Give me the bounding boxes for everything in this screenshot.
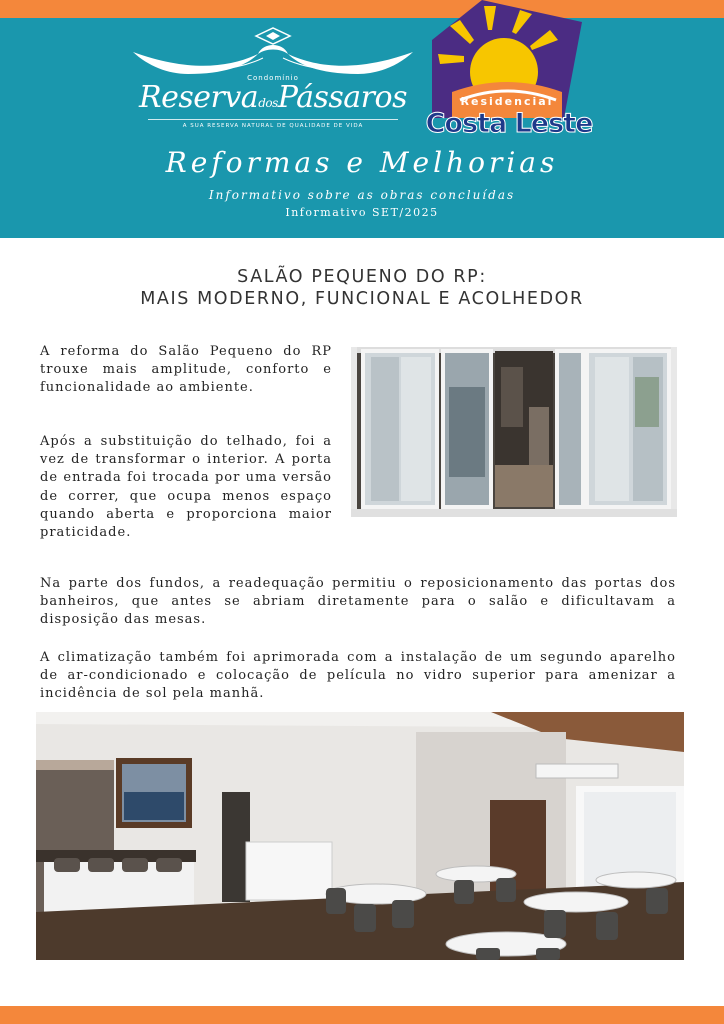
paragraph-1: A reforma do Salão Pequeno do RP trouxe mais amplitude, conforto e funcionalidade ao ambiente. [40,344,332,396]
page-title: Reformas e Melhorias [165,146,559,179]
logo-rp-small-text: Condomínio [247,74,299,82]
page-subtitle: Informativo sobre as obras concluídas [208,188,516,202]
paragraph-3: Na parte dos fundos, a readequação permitiu o reposicionamento das portas dos banheiros, que antes se abriam diretamente para o salão e dificultavam a disposição das mesas. [40,576,676,628]
edition-label: Informativo SET/2025 [285,206,439,219]
paragraph-4: A climatização também foi aprimorada com a instalação de um segundo aparelho de ar-condicionado e colocação de película no vidro superior para amenizar a incidência de sol pela manhã. [40,650,676,702]
headline-line-2: MAIS MODERNO, FUNCIONAL E ACOLHEDOR [140,289,584,309]
sliding-doors-photo [351,347,677,517]
article-headline [0,266,724,310]
logo-rp-name-connector: dos [258,96,278,110]
top-orange-band [0,0,724,18]
costa-leste-logo [425,0,593,140]
headline-line-1: SALÃO PEQUENO DO RP: [237,267,487,287]
logo-cl-residencial: Residencial [460,95,554,108]
logo-cl-costa-leste: Costa Leste [425,108,593,139]
logo-rp-tagline: A SUA RESERVA NATURAL DE QUALIDADE DE VIDA [182,123,364,129]
logo-rp-divider [148,119,398,120]
paragraph-2: Após a substituição do telhado, foi a vez de transformar o interior. A porta de entrada foi trocada por uma versão de correr, que ocupa menos espaço quando aberta e proporciona maior praticidade. [40,434,332,541]
bottom-orange-band [0,1006,724,1024]
logo-rp-name-start: Reserva [139,80,259,115]
logo-rp-name [128,80,418,115]
reserva-dos-passaros-logo [128,24,418,134]
salon-interior-photo [36,712,684,960]
logo-rp-name-end: Pássaros [277,80,407,115]
